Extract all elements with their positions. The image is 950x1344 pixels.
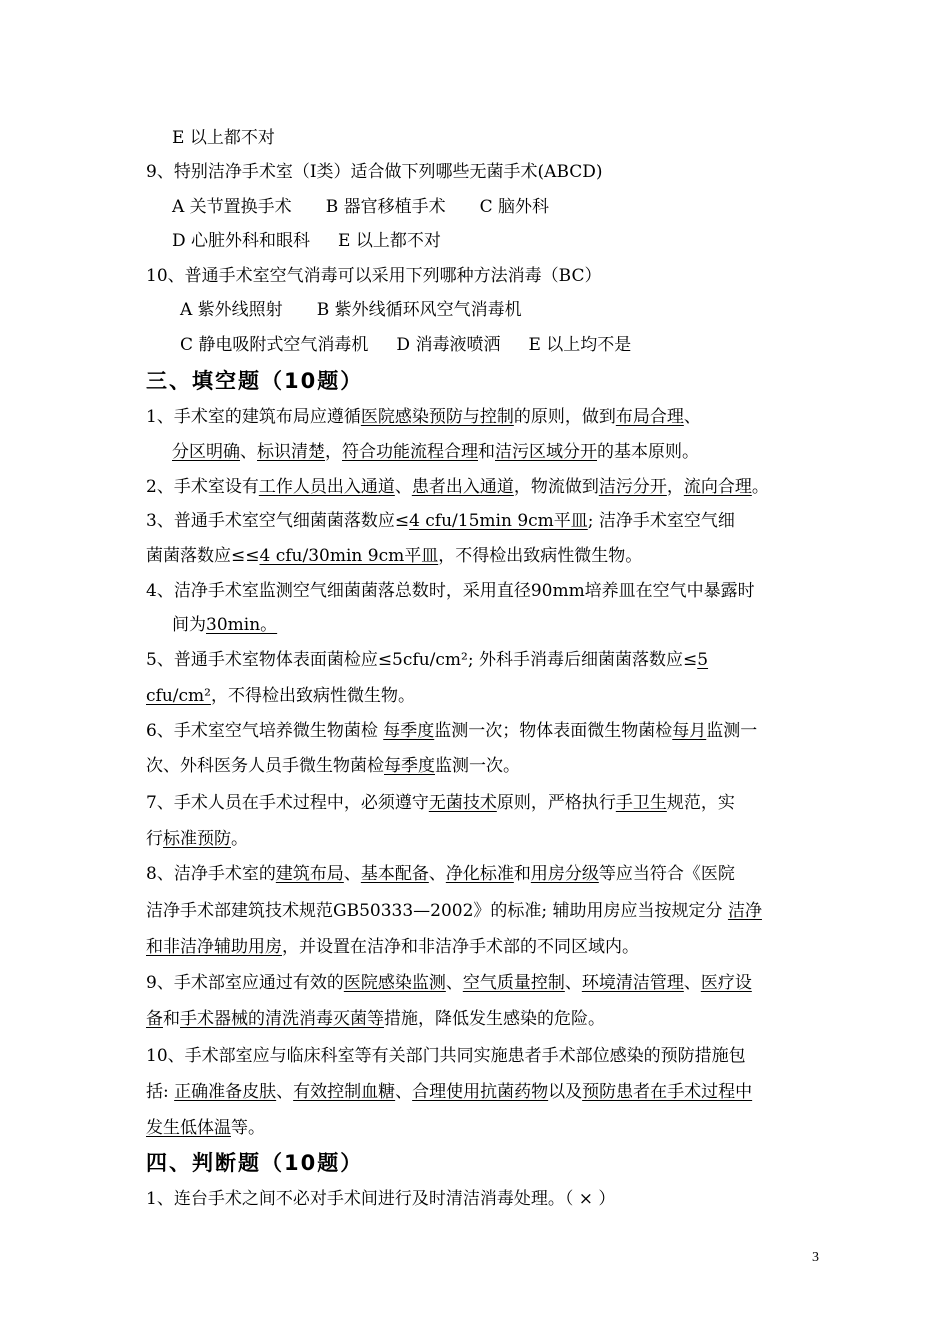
answer-blank: 4 cfu/30min 9cm平皿: [259, 546, 439, 566]
answer-blank: 净化标准: [445, 864, 514, 884]
question-9: 9、特别洁净手术室（Ⅰ类）适合做下列哪些无菌手术(ABCD): [146, 162, 603, 182]
answer-blank: 预防患者在手术过程中: [582, 1082, 753, 1102]
fill-item-7-cont: 行标准预防。: [146, 829, 248, 849]
answer-blank: 5: [697, 650, 709, 670]
fill-item-3: 3、普通手术室空气细菌菌落数应≤4 cfu/15min 9cm平皿; 洁净手术室空气细: [146, 511, 735, 531]
answer-blank: 用房分级: [530, 864, 599, 884]
question-10: 10、普通手术室空气消毒可以采用下列哪种方法消毒（BC）: [146, 266, 602, 286]
answer-blank: 分区明确: [172, 442, 240, 462]
option-a: A 紫外线照射: [180, 300, 283, 320]
answer-blank: 流向合理: [683, 477, 752, 497]
section-heading-judge: 四、判断题（10题）: [146, 1151, 364, 1175]
answer-blank: 备: [146, 1009, 163, 1029]
fill-item-6: 6、手术室空气培养微生物菌检 每季度监测一次；物体表面微生物菌检每月监测一: [146, 721, 758, 741]
answer-blank: 合理使用抗菌药物: [412, 1082, 549, 1102]
option-line: [172, 197, 549, 217]
fill-item-9: 9、手术部室应通过有效的医院感染监测、空气质量控制、环境清洁管理、医疗设: [146, 973, 752, 993]
answer-blank: 每季度: [384, 756, 435, 776]
answer-blank: 有效控制血糖: [293, 1082, 396, 1102]
fill-item-9-cont: 备和手术器械的清洗消毒灭菌等措施，降低发生感染的危险。: [146, 1009, 605, 1029]
fill-item-8: 8、洁净手术室的建筑布局、基本配备、净化标准和用房分级等应当符合《医院: [146, 864, 735, 884]
option-a: A 关节置换手术: [172, 197, 292, 217]
answer-blank: 正确准备皮肤: [174, 1082, 277, 1102]
fill-item-2: 2、手术室设有工作人员出入通道、患者出入通道，物流做到洁污分开，流向合理。: [146, 477, 769, 497]
fill-item-5: 5、普通手术室物体表面菌检应≤5cfu/cm²; 外科手消毒后细菌菌落数应≤5: [146, 650, 709, 670]
fill-item-8-cont: 洁净手术部建筑技术规范GB50333—2002》的标准; 辅助用房应当按规定分 洁净: [146, 901, 762, 921]
option-e: E 以上均不是: [528, 335, 632, 355]
fill-item-10: 10、手术部室应与临床科室等有关部门共同实施患者手术部位感染的预防措施包: [146, 1046, 746, 1066]
answer-blank: 手术器械的清洗消毒灭菌等: [180, 1009, 384, 1029]
option-b: B 器官移植手术: [325, 197, 446, 217]
fill-item-4-cont: 间为30min。: [172, 615, 278, 635]
answer-blank: 符合功能流程合理: [342, 442, 478, 462]
fill-item-3-cont: 菌菌落数应≤≤4 cfu/30min 9cm平皿，不得检出致病性微生物。: [146, 546, 643, 566]
option-line: [180, 300, 522, 320]
answer-blank: 无菌技术: [428, 793, 497, 813]
answer-blank: 工作人员出入通道: [258, 477, 395, 497]
answer-blank: 空气质量控制: [462, 973, 565, 993]
page-number: 3: [812, 1250, 819, 1265]
answer-blank: 洁污区域分开: [495, 442, 597, 462]
fill-item-7: 7、手术人员在手术过程中，必须遵守无菌技术原则，严格执行手卫生规范，实: [146, 793, 735, 813]
option-c: C 静电吸附式空气消毒机: [180, 335, 369, 355]
answer-blank: 和非洁净辅助用房: [146, 937, 282, 957]
option-line: [172, 231, 441, 251]
answer-blank: 医疗设: [700, 973, 752, 993]
answer-blank: 基本配备: [360, 864, 429, 884]
fill-item-1: 1、手术室的建筑布局应遵循医院感染预防与控制的原则，做到布局合理、: [146, 407, 701, 427]
answer-blank: 手卫生: [615, 793, 667, 813]
fill-item-1-cont: 分区明确、标识清楚，符合功能流程合理和洁污区域分开的基本原则。: [172, 442, 699, 462]
answer-blank: 4 cfu/15min 9cm平皿: [409, 511, 588, 531]
answer-blank: 标识清楚: [257, 442, 325, 462]
answer-blank: 洁净: [727, 901, 762, 921]
section-heading-fill: 三、填空题（10题）: [146, 369, 364, 393]
answer-blank: 医院感染监测: [343, 973, 446, 993]
option-d: D 心脏外科和眼科: [172, 231, 311, 251]
option-d: D 消毒液喷洒: [396, 335, 501, 355]
answer-blank: 每季度: [383, 721, 435, 741]
fill-item-4: 4、洁净手术室监测空气细菌菌落总数时，采用直径90mm培养皿在空气中暴露时: [146, 581, 755, 601]
answer-blank: 环境清洁管理: [581, 973, 684, 993]
fill-item-6-cont: 次、外科医务人员手微生物菌检每季度监测一次。: [146, 756, 520, 776]
option-b: B 紫外线循环风空气消毒机: [316, 300, 522, 320]
answer-blank: 洁污分开: [598, 477, 667, 497]
answer-blank: 患者出入通道: [411, 477, 514, 497]
answer-blank: 建筑布局: [275, 864, 344, 884]
fill-item-5-cont: cfu/cm²，不得检出致病性微生物。: [146, 686, 415, 706]
fill-item-10-cont: 括: 正确准备皮肤、有效控制血糖、合理使用抗菌药物以及预防患者在手术过程中: [146, 1082, 753, 1102]
option-e: E 以上都不对: [172, 128, 275, 148]
judge-item-1: 1、连台手术之间不必对手术间进行及时清洁消毒处理。（ × ）: [146, 1189, 616, 1209]
answer-blank: 标准预防: [163, 829, 231, 849]
answer-blank: 30min。: [206, 615, 278, 635]
fill-item-8-cont2: 和非洁净辅助用房，并设置在洁净和非洁净手术部的不同区域内。: [146, 937, 639, 957]
answer-blank: 每月: [672, 721, 707, 741]
answer-blank: cfu/cm²: [146, 686, 211, 706]
option-line: [172, 128, 275, 148]
fill-item-10-cont2: 发生低体温等。: [146, 1118, 265, 1138]
option-line: [180, 335, 631, 355]
answer-blank: 发生低体温: [146, 1118, 231, 1138]
option-e: E 以上都不对: [338, 231, 441, 251]
option-c: C 脑外科: [479, 197, 550, 217]
answer-blank: 医院感染预防与控制: [360, 407, 514, 427]
answer-blank: 布局合理: [615, 407, 684, 427]
